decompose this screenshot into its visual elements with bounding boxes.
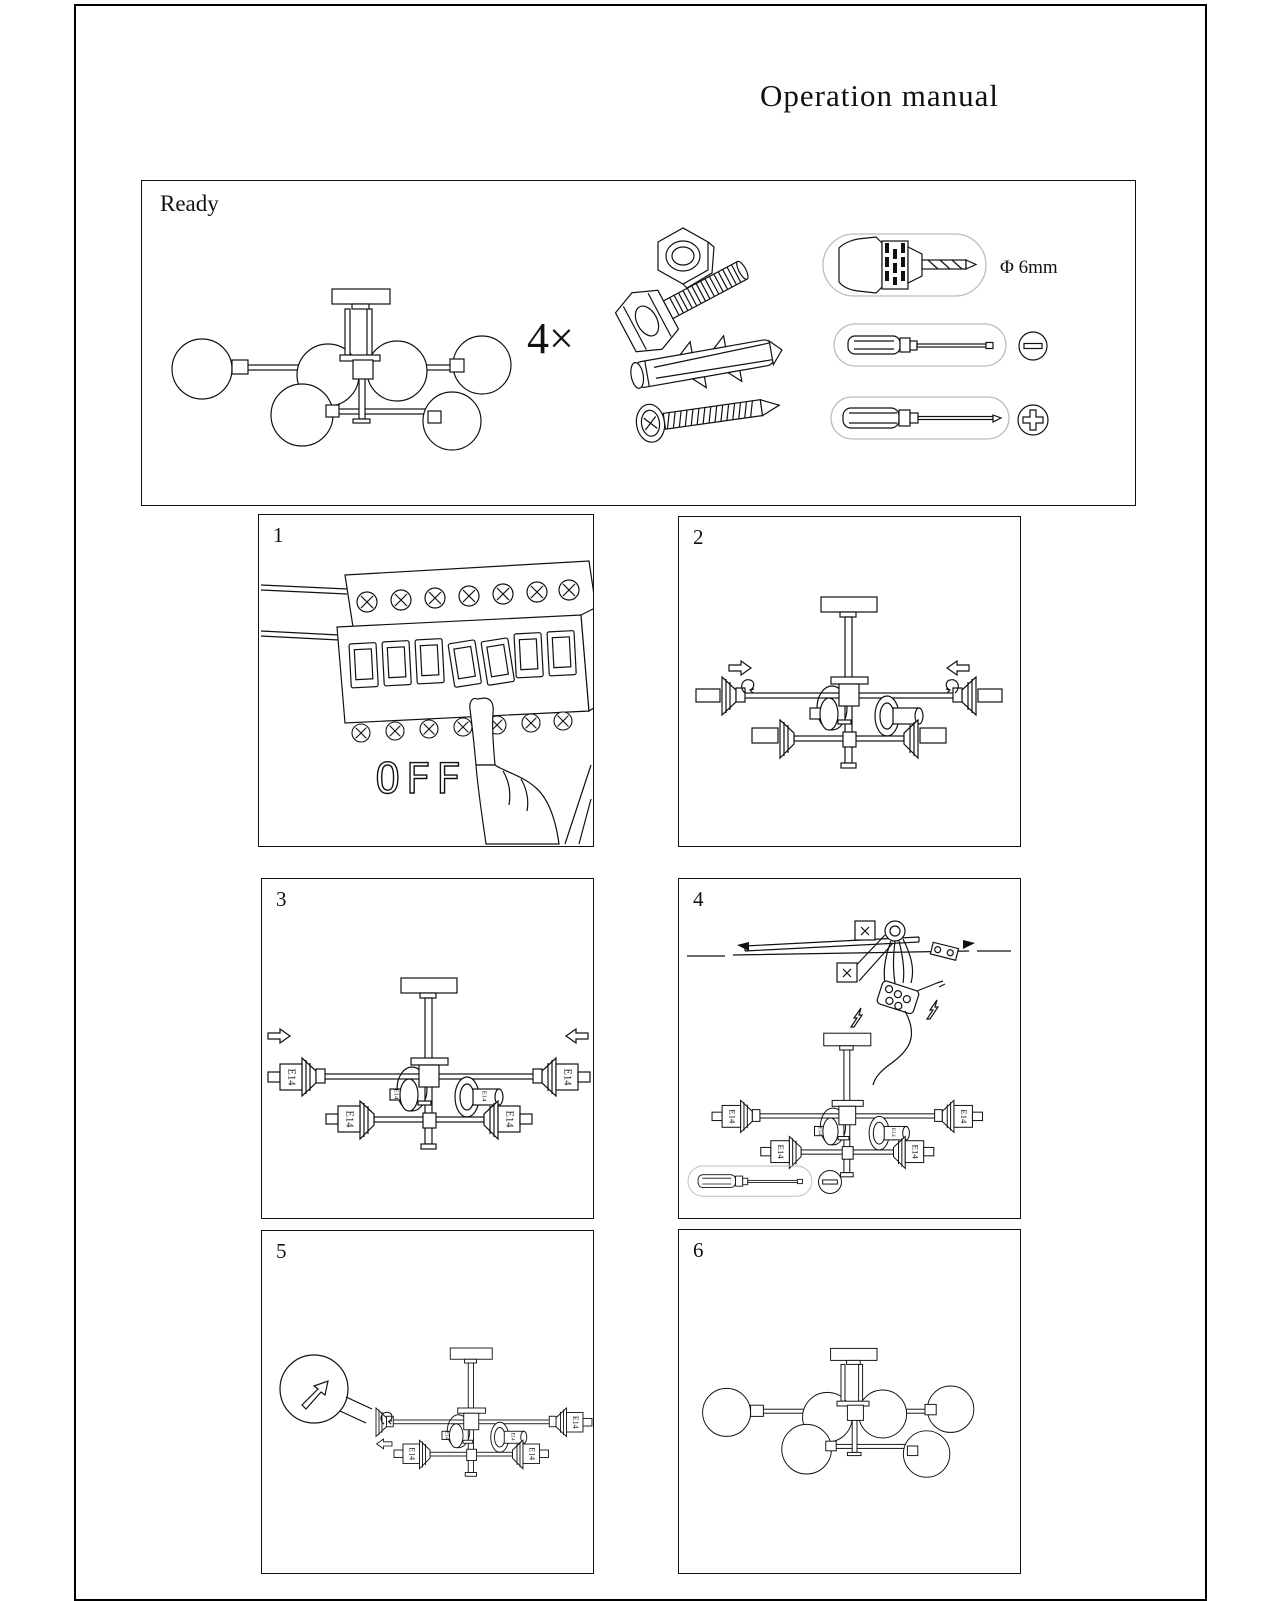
off-label: OFF (375, 754, 466, 803)
step-number: 6 (693, 1238, 704, 1262)
step-6-illustration (679, 1230, 1020, 1573)
step-6-panel (678, 1229, 1021, 1574)
drill-icon (823, 234, 986, 296)
quantity-label: 4× (527, 314, 574, 363)
power-cable (873, 1011, 912, 1085)
ceiling-line (687, 951, 1011, 956)
step-number: 3 (276, 887, 287, 911)
step-number: 2 (693, 525, 704, 549)
step-number: 5 (276, 1239, 287, 1263)
glass-globe (280, 1355, 372, 1423)
step-3-panel (261, 878, 594, 1219)
step-1-illustration (259, 515, 593, 846)
step-4-illustration (679, 879, 1020, 1218)
step-number: 1 (273, 523, 284, 547)
step-1-panel (258, 514, 594, 847)
hook (885, 921, 905, 941)
step-5-illustration (262, 1231, 593, 1573)
page-title: Operation manual (760, 78, 999, 113)
circuit-breaker (337, 561, 593, 742)
ready-section (141, 180, 1136, 506)
ready-heading: Ready (160, 191, 219, 216)
step-4-panel (678, 878, 1021, 1219)
tool-callout (688, 1166, 841, 1196)
ready-illustration (142, 181, 1135, 505)
step-5-panel (261, 1230, 594, 1574)
screw-icon (634, 386, 782, 444)
step-number: 4 (693, 887, 704, 911)
step-2-panel (678, 516, 1021, 847)
step-3-illustration (262, 879, 593, 1218)
supply-wires (261, 585, 347, 640)
step-2-illustration (679, 517, 1020, 846)
drill-diameter-label: Φ 6mm (1000, 257, 1058, 278)
